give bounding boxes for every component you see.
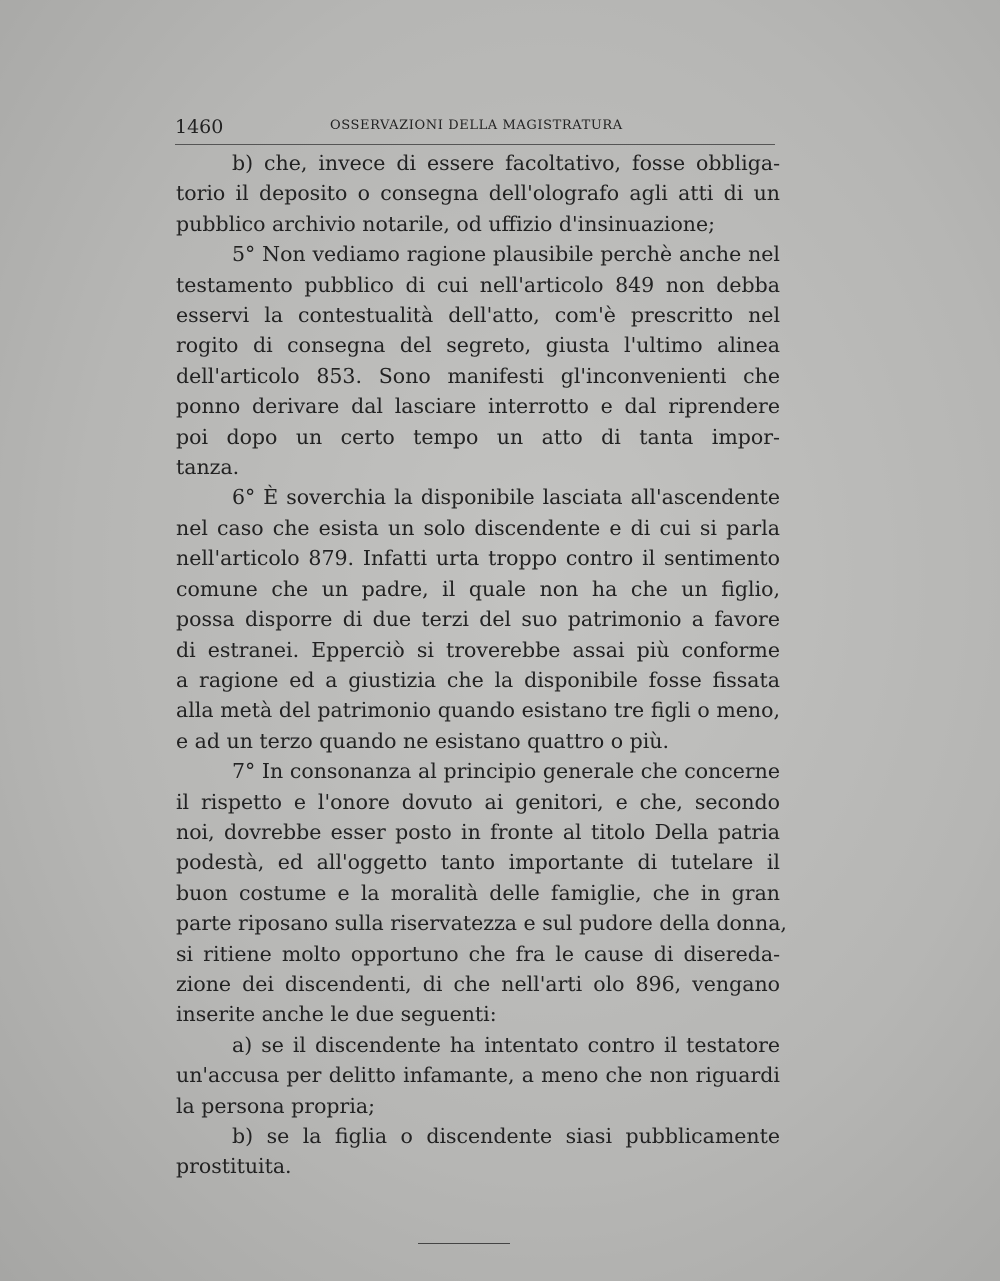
text-line: parte riposano sulla riservatezza e sul pudore della donna, bbox=[176, 911, 787, 936]
text-line: nell'articolo 879. Infatti urta troppo contro il sentimento bbox=[176, 546, 780, 571]
running-title: OSSERVAZIONI DELLA MAGISTRATURA bbox=[330, 118, 623, 133]
text-line: poi dopo un certo tempo un atto di tanta impor- bbox=[176, 424, 780, 449]
text-line: b) che, invece di essere facoltativo, fosse obbliga- bbox=[232, 151, 780, 175]
text-line: 5° Non vediamo ragione plausibile perchè anche nel bbox=[232, 242, 780, 267]
text-line: podestà, ed all'oggetto tanto importante di tutelare il bbox=[176, 850, 780, 875]
footer-rule bbox=[418, 1243, 510, 1244]
page-number: 1460 bbox=[175, 116, 224, 138]
body-text bbox=[176, 148, 787, 1182]
text-line: tanza. bbox=[176, 455, 240, 480]
page-header bbox=[175, 114, 775, 145]
text-line: prostituita. bbox=[176, 1154, 292, 1179]
text-line: a) se il discendente ha intentato contro il testatore bbox=[232, 1032, 780, 1057]
text-line: zione dei discendenti, di che nell'arti olo 896, vengano bbox=[176, 971, 780, 996]
text-line: si ritiene molto opportuno che fra le cause di diseredа- bbox=[176, 941, 780, 966]
text-line: a ragione ed a giustizia che la disponibile fosse fissata bbox=[176, 667, 780, 692]
text-line: buon costume e la moralità delle famiglie, che in gran bbox=[176, 880, 780, 905]
text-line: ponno derivare dal lasciare interrotto e dal riprendere bbox=[176, 394, 780, 419]
text-line: un'accusa per delitto infamante, a meno che non riguardi bbox=[176, 1063, 780, 1088]
text-line: testamento pubblico di cui nell'articolo 849 non debba bbox=[176, 272, 780, 297]
text-line: nel caso che esista un solo discendente e di cui si parla bbox=[176, 515, 780, 540]
text-line: 7° In consonanza al principio generale che concerne bbox=[232, 759, 780, 784]
text-line: b) se la figlia o discendente siasi pubblicamente bbox=[232, 1124, 780, 1148]
text-line: noi, dovrebbe esser posto in fronte al titolo Della patria bbox=[176, 819, 780, 844]
text-line: possa disporre di due terzi del suo patrimonio a favore bbox=[176, 607, 780, 632]
text-line: esservi la contestualità dell'atto, com'è prescritto nel bbox=[176, 303, 780, 328]
text-line: pubblico archivio notarile, od uffizio d'insinuazione; bbox=[176, 211, 716, 236]
text-line: comune che un padre, il quale non ha che un figlio, bbox=[176, 576, 780, 601]
text-line: il rispetto e l'onore dovuto ai genitori, e che, secondo bbox=[176, 789, 780, 814]
text-line: la persona propria; bbox=[176, 1093, 376, 1118]
text-line: rogito di consegna del segreto, giusta l'ultimo alinea bbox=[176, 333, 780, 358]
text-line: e ad un terzo quando ne esistano quattro o più. bbox=[176, 728, 670, 753]
text-line: 6° È soverchia la disponibile lasciata all'ascendente bbox=[232, 485, 780, 510]
text-line: di estranei. Epperciò si troverebbe assai più conforme bbox=[176, 637, 780, 662]
text-line: dell'articolo 853. Sono manifesti gl'inconvenienti che bbox=[176, 363, 780, 388]
text-line: torio il deposito o consegna dell'olografo agli atti di un bbox=[176, 181, 780, 206]
text-line: alla metà del patrimonio quando esistano tre figli o meno, bbox=[176, 698, 780, 723]
text-line: inserite anche le due seguenti: bbox=[176, 1002, 497, 1027]
